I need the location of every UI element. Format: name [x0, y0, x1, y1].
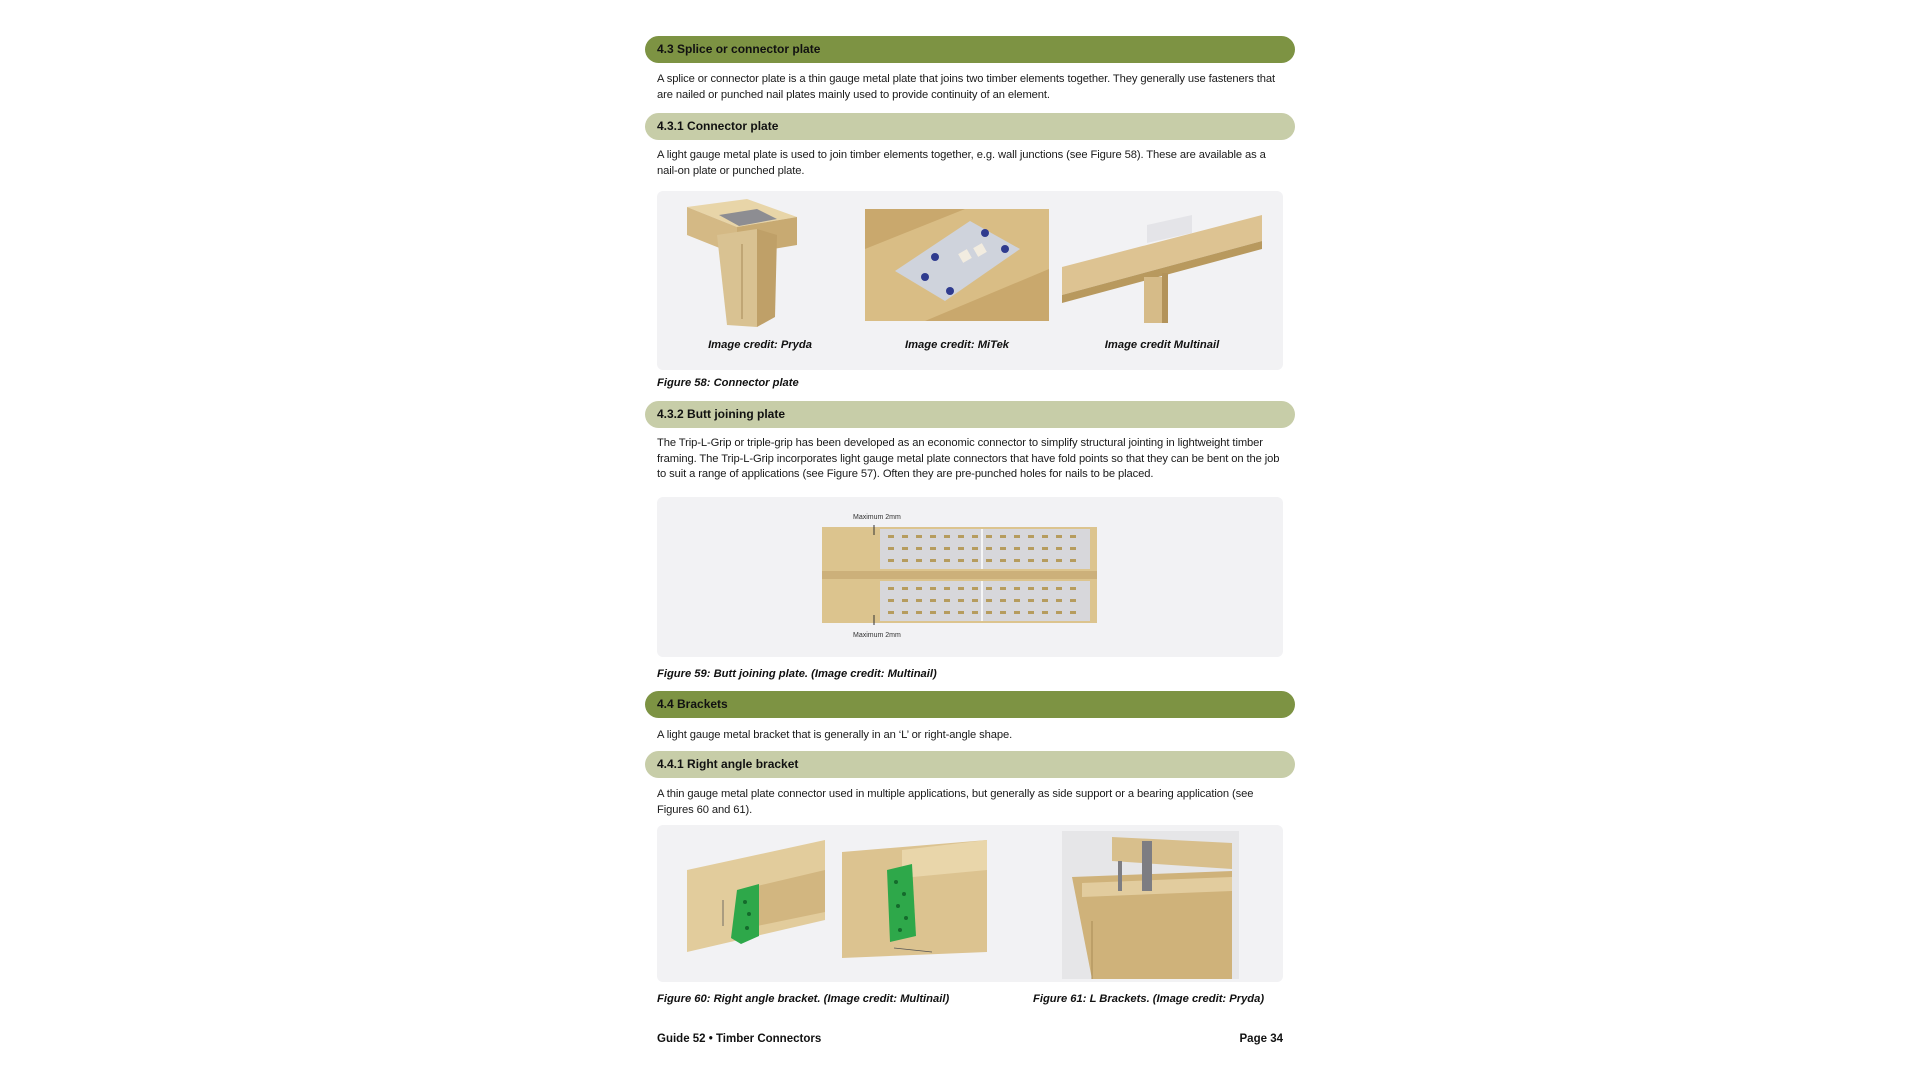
right-angle-bracket-photo-right: [842, 840, 987, 958]
dimension-label-top: Maximum 2mm: [853, 514, 901, 521]
figure-59-caption: Figure 59: Butt joining plate. (Image credit: Multinail): [657, 668, 937, 680]
section-heading-4-3: 4.3 Splice or connector plate: [645, 36, 1295, 63]
section-heading-4-4-1: 4.4.1 Right angle bracket: [645, 751, 1295, 778]
figure-60-61-panel: [657, 825, 1283, 982]
paragraph-4-3-2: The Trip-L-Grip or triple-grip has been developed as an economic connector to simplify structural jointing in lightweight timber framing. The Trip-L-Grip incorporates light gauge metal plate connectors that have fold points so that they can be bent on the job to suit a range of applications (see Figure 57). Often they are pre-punched holes for nails to be placed.: [657, 437, 1280, 481]
image-credit-multinail: Image credit Multinail: [1104, 339, 1220, 351]
footer-guide-title: Guide 52 • Timber Connectors: [657, 1033, 822, 1045]
figure-59-panel: [657, 497, 1283, 657]
paragraph-4-3-1: A light gauge metal plate is used to join timber elements together, e.g. wall junctions (see Figure 58). These are available as a nail-on plate or punched plate.: [657, 149, 1266, 177]
section-heading-4-3-1: 4.3.1 Connector plate: [645, 113, 1295, 140]
image-credit-mitek: Image credit: MiTek: [904, 339, 1010, 351]
l-brackets-photo: [1062, 831, 1239, 979]
figure-58-panel: [657, 191, 1283, 370]
footer-page-number: Page 34: [1239, 1033, 1283, 1045]
section-heading-4-4: 4.4 Brackets: [645, 691, 1295, 718]
right-angle-bracket-photo-left: [687, 840, 825, 952]
connector-plate-photo-multinail: [1062, 215, 1262, 325]
connector-plate-photo-mitek: [865, 209, 1049, 321]
document-page: [645, 0, 1295, 1080]
figure-61-caption: Figure 61: L Brackets. (Image credit: Pryda): [1033, 993, 1265, 1005]
paragraph-4-4: A light gauge metal bracket that is generally in an ‘L’ or right-angle shape.: [657, 729, 1013, 741]
dimension-label-bottom: Maximum 2mm: [853, 632, 901, 639]
figure-60-caption: Figure 60: Right angle bracket. (Image credit: Multinail): [657, 993, 950, 1005]
figure-58-caption: Figure 58: Connector plate: [657, 377, 799, 389]
paragraph-4-3: A splice or connector plate is a thin gauge metal plate that joins two timber elements together. They generally use fasteners that are nailed or punched nail plates mainly used to provide continuity of an element.: [657, 73, 1276, 101]
butt-joining-plate-drawing: [822, 525, 1097, 625]
section-heading-4-3-2: 4.3.2 Butt joining plate: [645, 401, 1295, 428]
connector-plate-photo-pryda: [687, 199, 797, 329]
paragraph-4-4-1: A thin gauge metal plate connector used in multiple applications, but generally as side support or a bearing application (see Figures 60 and 61).: [657, 788, 1254, 816]
image-credit-pryda: Image credit: Pryda: [708, 339, 812, 351]
